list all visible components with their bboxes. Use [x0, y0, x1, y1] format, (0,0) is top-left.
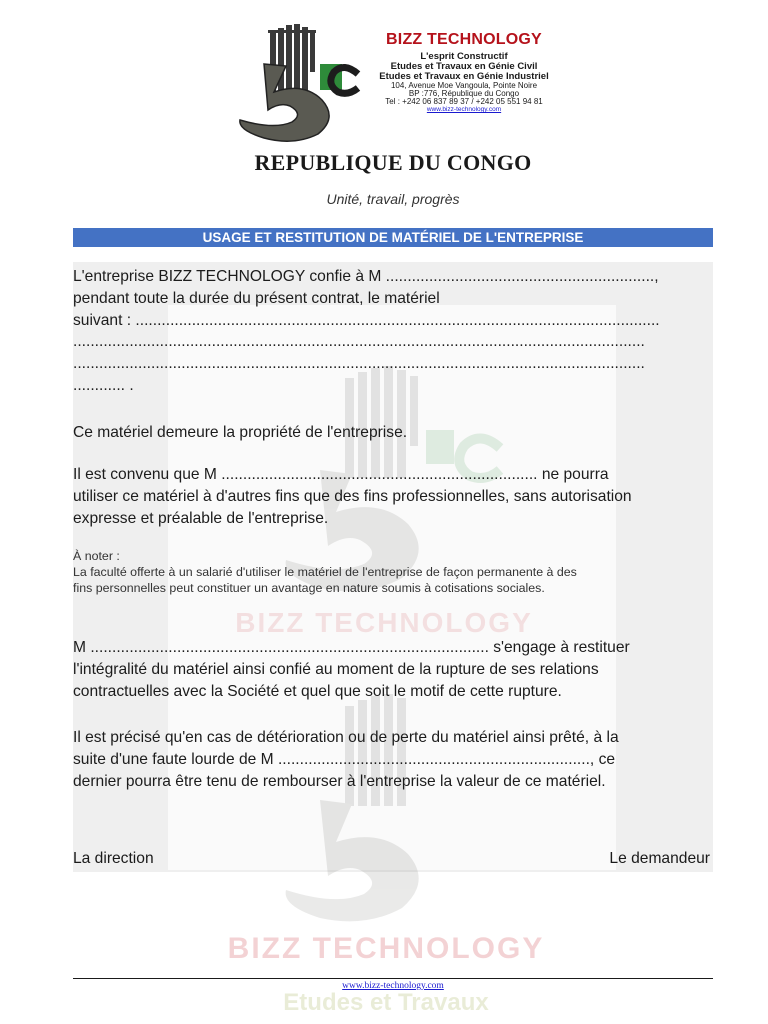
paragraph-line: expresse et préalable de l'entreprise. [73, 509, 329, 527]
paragraph-line: suivant : ......................................................................................................................... [73, 311, 660, 329]
paragraph-line: l'intégralité du matériel ainsi confié au moment de la rupture de ses relations [73, 660, 599, 678]
signature-direction: La direction [73, 850, 154, 867]
watermark-company-text-lower: BIZZ TECHNOLOGY [227, 932, 545, 965]
paragraph-line: pendant toute la durée du présent contrat, le matériel [73, 289, 440, 307]
paragraph-line: Il est convenu que M ......................................................................... ne pourra [73, 466, 609, 483]
company-slogan: L'esprit Constructif [420, 50, 508, 62]
signature-requester: Le demandeur [609, 850, 710, 867]
paragraph-line: Il est précisé qu'en cas de détérioration ou de perte du matériel ainsi prêté, à la [73, 729, 619, 746]
paragraph-line: utiliser ce matériel à d'autres fins que des fins professionnelles, sans autorisation [73, 487, 632, 505]
company-name: BIZZ TECHNOLOGY [386, 31, 542, 48]
country-motto: Unité, travail, progrès [326, 191, 460, 207]
paragraph-ownership: Ce matériel demeure la propriété de l'entreprise. [73, 424, 408, 441]
company-info [378, 32, 550, 114]
watermark-subtitle-text: Etudes et Travaux [283, 989, 489, 1016]
note-line: La faculté offerte à un salarié d'utiliser le matériel de l'entreprise de façon permanente à des [73, 565, 577, 579]
logo-b-letter-icon [240, 64, 329, 141]
paragraph-usage-restriction [73, 464, 713, 529]
paragraph-material-entrusted [73, 266, 713, 397]
company-phone: Tel : +242 06 837 89 37 / +242 05 551 94 81 [385, 97, 543, 107]
note-title: À noter : [73, 549, 120, 563]
paragraph-line: contractuelles avec la Société et quel que soit le motif de cette rupture. [73, 682, 562, 700]
footer-website-link[interactable]: www.bizz-technology.com [342, 981, 444, 991]
company-address-street: 104, Avenue Moe Vangoula, Pointe Noire [390, 80, 538, 90]
note-block [73, 548, 713, 596]
paragraph-line: ............ . [73, 376, 134, 394]
note-line: fins personnelles peut constituer un avantage en nature soumis à cotisations sociales. [73, 581, 545, 595]
footer-divider [73, 978, 713, 979]
company-activity-industrial: Etudes et Travaux en Génie Industriel [379, 70, 549, 82]
paragraph-line: .................................................................................................................................... [73, 333, 645, 351]
company-address-bp: BP :776, République du Congo [408, 89, 520, 99]
paragraph-restitution [73, 637, 713, 702]
paragraph-line: M ............................................................................................ s'engage à restituer [73, 639, 630, 656]
document-title-banner: USAGE ET RESTITUTION DE MATÉRIEL DE L'ENTREPRISE [73, 228, 713, 247]
paragraph-line: .................................................................................................................................... [73, 355, 645, 373]
company-activity-civil: Etudes et Travaux en Génie Civil [390, 60, 538, 72]
paragraph-line: suite d'une faute lourde de M ........................................................................, ce [73, 750, 616, 768]
paragraph-line: dernier pourra être tenu de rembourser à l'entreprise la valeur de ce matériel. [73, 772, 606, 790]
paragraph-damage-liability [73, 727, 713, 792]
company-logo [234, 22, 374, 144]
paragraph-line: L'entreprise BIZZ TECHNOLOGY confie à M .............................................................., [73, 268, 659, 285]
company-website-link[interactable]: www.bizz-technology.com [426, 105, 502, 113]
country-title: REPUBLIQUE DU CONGO [254, 150, 532, 175]
